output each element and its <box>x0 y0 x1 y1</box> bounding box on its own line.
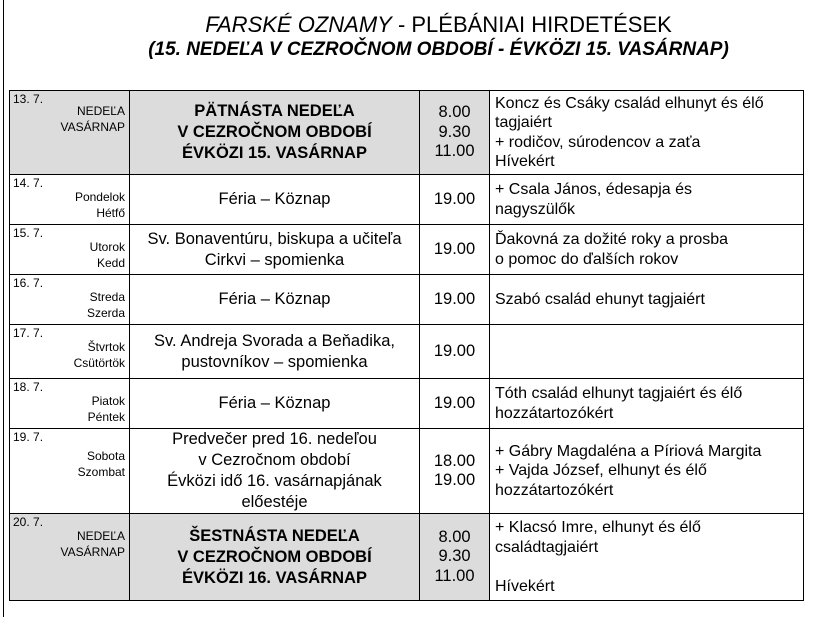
day-names <box>61 103 125 135</box>
intention-line: hozzátartozókért <box>495 404 614 422</box>
intention-line: + Vajda József, elhunyt és élő <box>495 462 707 480</box>
date-cell <box>10 429 130 514</box>
feast-cell <box>130 514 420 601</box>
day-name-sk: NEDEĽA <box>76 529 125 543</box>
time-cell <box>420 225 490 275</box>
day-name-hu: Szombat <box>77 465 125 479</box>
feast-line: Cirkvi – spomienka <box>204 250 345 269</box>
intention-line: Hívekért <box>495 577 555 595</box>
intention-cell <box>490 225 804 275</box>
feast-line: Sv. Andreja Svorada a Beňadika, <box>154 331 395 350</box>
intention-line <box>495 557 800 577</box>
date-cell <box>10 175 130 225</box>
title-italic-part: FARSKÉ OZNAMY <box>205 12 392 37</box>
time-cell <box>420 175 490 225</box>
schedule-row <box>10 379 804 429</box>
day-names <box>78 448 125 480</box>
date-cell <box>10 379 130 429</box>
intention-cell <box>490 379 804 429</box>
mass-time: 8.00 <box>438 527 471 546</box>
intention-line: Ďakovná za dožité roky a prosba <box>495 231 729 248</box>
intention-cell <box>490 514 804 601</box>
mass-time: 19.00 <box>433 341 476 360</box>
day-name-sk: NEDEĽA <box>76 104 125 118</box>
feast-line: Predvečer pred 16. nedeľou <box>172 430 377 448</box>
schedule-row <box>10 175 804 225</box>
page-subtitle: (15. NEDEĽA V CEZROČNOM OBDOBÍ - ÉVKÖZI 15. VASÁRNAP) <box>148 39 729 60</box>
mass-time: 8.00 <box>438 103 471 122</box>
date-cell <box>10 275 130 325</box>
mass-time: 9.30 <box>438 547 471 566</box>
date-cell <box>10 325 130 379</box>
date: 18. 7. <box>13 380 44 394</box>
feast-cell <box>130 91 420 175</box>
schedule-row <box>10 325 804 379</box>
date: 20. 7. <box>13 515 44 529</box>
day-name-sk: Pondelok <box>74 190 125 204</box>
time-cell <box>420 514 490 601</box>
day-name-hu: Péntek <box>87 410 125 424</box>
date: 14. 7. <box>13 176 44 190</box>
mass-time: 19.00 <box>433 289 476 308</box>
date-cell <box>10 225 130 275</box>
feast-line: pustovníkov – spomienka <box>181 352 368 371</box>
time-cell <box>420 379 490 429</box>
time-cell <box>420 429 490 514</box>
day-name-hu: Kedd <box>96 256 125 270</box>
intention-cell <box>490 175 804 225</box>
intention-cell <box>490 275 804 325</box>
title-rest-part: - PLÉBÁNIAI HIRDETÉSEK <box>391 12 672 37</box>
date-cell <box>10 91 130 175</box>
intention-line: Tóth család elhunyt tagjaiért és élő <box>495 385 743 402</box>
intention-line: hozzátartozókért <box>495 481 614 499</box>
feast-cell <box>130 175 420 225</box>
feast-line: Féria – Köznap <box>218 290 331 308</box>
intention-line: + Klacsó Imre, elhunyt és élő <box>495 519 701 536</box>
feast-cell <box>130 325 420 379</box>
date: 17. 7. <box>13 326 44 340</box>
mass-time: 19.00 <box>433 471 476 489</box>
intention-line: + rodičov, súrodencov a zaťa <box>495 133 701 151</box>
date: 13. 7. <box>13 92 44 106</box>
schedule-row <box>10 429 804 514</box>
day-names <box>75 189 125 221</box>
intention-line: nagyszülők <box>495 200 576 218</box>
mass-time: 11.00 <box>434 566 475 585</box>
feast-line: Sv. Bonaventúru, biskupa a učiteľa <box>147 229 402 248</box>
time-cell <box>420 275 490 325</box>
intention-line: + Gábry Magdaléna a Píriová Margita <box>495 442 762 460</box>
feast-line: ŠESTNÁSTA NEDEĽA <box>189 526 360 545</box>
feast-line: ÉVKÖZI 15. VASÁRNAP <box>182 144 367 162</box>
schedule-table <box>9 90 804 601</box>
page-title <box>0 12 817 38</box>
day-name-sk: Piatok <box>91 394 125 408</box>
feast-line: Évközi idő 16. vasárnapjának <box>167 472 382 490</box>
intention-cell <box>490 429 804 514</box>
mass-time: 19.00 <box>433 393 476 412</box>
intention-line: tagjaiért <box>495 114 552 131</box>
day-name-hu: VASÁRNAP <box>60 545 125 559</box>
intention-line: Koncz és Csáky család elhunyt és élő <box>495 94 764 112</box>
day-name-hu: VASÁRNAP <box>60 120 125 134</box>
intention-line: Hívekért <box>495 153 555 170</box>
intention-line: Szabó család ehunyt tagjaiért <box>495 290 705 308</box>
day-name-sk: Štvrtok <box>87 340 125 354</box>
date: 15. 7. <box>13 226 44 240</box>
schedule-row <box>10 225 804 275</box>
intention-line: családtagjaiért <box>495 538 599 556</box>
feast-line: Féria – Köznap <box>218 394 331 412</box>
date: 16. 7. <box>13 276 44 290</box>
intention-line: + Csala János, édesapja és <box>495 181 693 198</box>
feast-line: v Cezročnom období <box>198 451 351 469</box>
feast-line: előestéje <box>241 493 308 511</box>
schedule-row <box>10 275 804 325</box>
page-header <box>0 12 817 62</box>
time-cell <box>420 91 490 175</box>
feast-line: V CEZROČNOM OBDOBÍ <box>177 123 372 141</box>
mass-time: 18.00 <box>433 451 476 470</box>
schedule-row <box>10 91 804 175</box>
intention-cell <box>490 91 804 175</box>
feast-line: V CEZROČNOM OBDOBÍ <box>177 547 372 566</box>
left-margin-rule <box>3 0 4 617</box>
mass-time: 19.00 <box>433 239 476 258</box>
date: 19. 7. <box>13 430 44 444</box>
day-name-hu: Csütörtök <box>73 356 125 370</box>
day-names <box>61 528 125 560</box>
intention-cell <box>490 325 804 379</box>
mass-time: 11.00 <box>434 142 475 161</box>
day-name-sk: Utorok <box>89 240 125 254</box>
day-names <box>74 339 125 371</box>
feast-line: ÉVKÖZI 16. VASÁRNAP <box>182 568 367 587</box>
feast-cell <box>130 379 420 429</box>
mass-time: 9.30 <box>438 122 471 141</box>
day-names <box>90 239 125 271</box>
schedule-row <box>10 514 804 601</box>
date-cell <box>10 514 130 601</box>
feast-cell <box>130 429 420 514</box>
day-names <box>87 289 125 321</box>
day-names <box>88 393 125 425</box>
feast-line: PÄTNÁSTA NEDEĽA <box>194 102 355 120</box>
mass-time: 19.00 <box>433 189 476 208</box>
time-cell <box>420 325 490 379</box>
intention-line: o pomoc do ďalších rokov <box>495 250 679 268</box>
day-name-hu: Hétfő <box>96 206 125 220</box>
feast-line: Féria – Köznap <box>218 190 331 208</box>
day-name-sk: Streda <box>89 290 125 304</box>
feast-cell <box>130 275 420 325</box>
day-name-sk: Sobota <box>86 449 125 463</box>
day-name-hu: Szerda <box>86 306 125 320</box>
feast-cell <box>130 225 420 275</box>
